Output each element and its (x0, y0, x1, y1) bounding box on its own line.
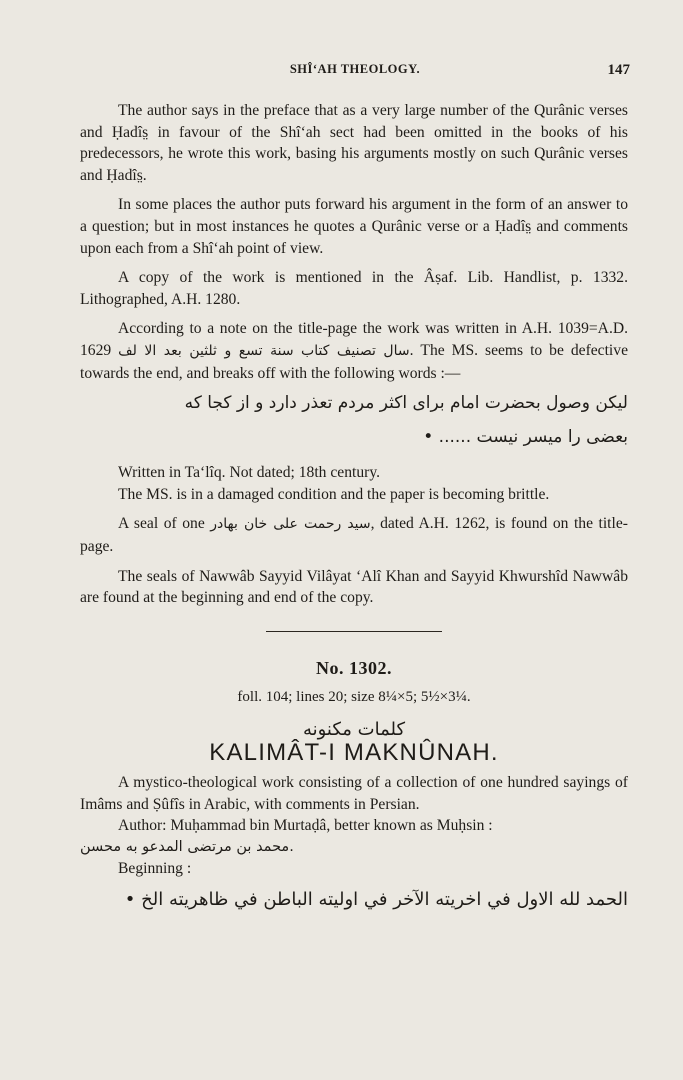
date-note-continuation: . The MS. seems to be defective towards the end, and breaks off with the following words :— (80, 341, 628, 382)
running-title: SHÎ‘AH THEOLOGY. (289, 62, 421, 76)
page-body (80, 100, 628, 916)
section-divider (266, 631, 442, 632)
seal-text: A seal of one (118, 515, 205, 533)
seal-arabic: سید رحمت علی خان بهادر (210, 516, 371, 533)
entry-title: KALIMÂT-I MAKNÛNAH. (209, 739, 499, 767)
entry-number: No. 1302. (316, 657, 392, 678)
entry-physical-description: foll. 104; lines 20; size 8¼×5; 5½×3¼. (237, 689, 471, 706)
entry-description: A mystico-theological work consisting of a collection of one hundred sayings of Imâms and Ṣûfîs in Arabic, with comments in Persian. (80, 774, 628, 813)
paragraph-condition: The MS. is in a damaged condition and the paper is becoming brittle. (118, 485, 550, 503)
paragraph-seals: The seals of Nawwâb Sayyid Vilâyat ‘Alî Khan and Sayyid Khwurshîd Nawwâb are found at the beginning and end of the copy. (80, 567, 628, 607)
entry-author-arabic: .محمد بن مرتضی المدعو به محسن (80, 838, 294, 855)
seal-continuation: , dated A.H. 1262, is found on the title-page. (80, 515, 628, 555)
date-note-arabic: سال تصنیف کتاب سنة تسع و ثلثین بعد الا لف (118, 342, 410, 359)
paragraph-title-page-note (80, 318, 628, 384)
paragraph-method: In some places the author puts forward his argument in the form of an answer to a question; but in most instances he quotes a Qurânic verse or a Ḥadîs̤ and comments upon each from a Shî‘ah point of view. (80, 196, 628, 257)
entry-author: Author: Muḥammad bin Murtaḍâ, better known as Muḥsin : (118, 817, 493, 835)
paragraph-copy-reference: A copy of the work is mentioned in the Âṣaf. Lib. Handlist, p. 1332. Lithographed, A.H. 1280. (80, 269, 628, 308)
paragraph-preface: The author says in the preface that as a very large number of the Qurânic verses and Ḥadîs̤ in favour of the Shî‘ah sect had been omitted in the books of his predecessors, he wrote this work, basing his arguments mostly on such Qurânic verses and Ḥadîs̤. (80, 102, 628, 184)
paragraph-script: Written in Ta‘lîq. Not dated; 18th century. (118, 464, 381, 482)
entry-beginning-text: الحمد لله الاول في اخريته الآخر في اوليته الباطن في ظاهريته الخ • (124, 889, 628, 911)
persian-quote-line-1: لیکن وصول بحضرت امام برای اکثر مردم تعذر دارد و از کجا که (184, 393, 628, 414)
entry-beginning-label: Beginning : (118, 860, 192, 878)
date-note-text: According to a note on the title-page the work was written in A.H. 1039=A.D. 1629 (80, 320, 628, 359)
running-header (80, 62, 630, 84)
persian-quote-line-2: بعضی را میسر نیست ...... • (423, 427, 628, 448)
entry-persian-title: کلمات مکنونه (302, 718, 406, 740)
page-number: 147 (607, 62, 630, 78)
paragraph-seal (80, 513, 628, 557)
